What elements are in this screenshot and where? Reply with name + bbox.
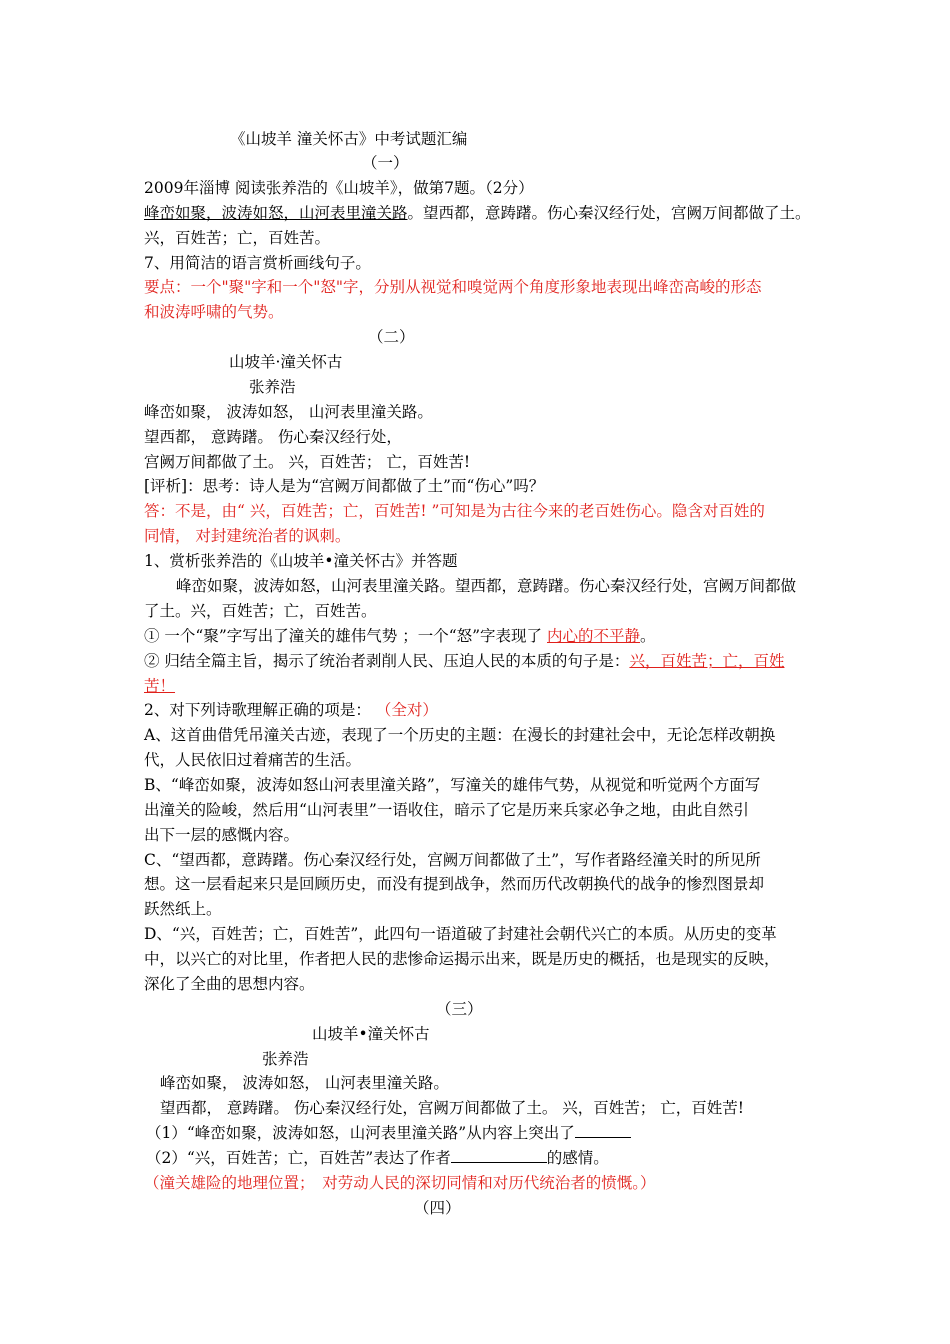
answer-blank bbox=[575, 1123, 631, 1138]
part1-question: 7、用简洁的语言赏析画线句子。 bbox=[144, 254, 371, 272]
part1-answer-line1: 要点：一个"聚"字和一个"怒"字，分别从视觉和嗅觉两个角度形象地表现出峰峦高峻的形态 bbox=[144, 278, 762, 296]
q1-item1-answer: 内心的不平静 bbox=[547, 627, 641, 645]
poem-rest: 。望西都，意踌躇。伤心秦汉经行处，宫阙万间都做了土。 bbox=[407, 204, 811, 222]
q2-option-line: 深化了全曲的思想内容。 bbox=[144, 975, 315, 993]
part2-poem-line3: 宫阙万间都做了土。 兴，百姓苦； 亡，百姓苦! bbox=[144, 453, 471, 471]
part3-poem-line2: 望西都， 意踌躇。 伤心秦汉经行处，宫阙万间都做了土。 兴，百姓苦； 亡，百姓苦! bbox=[160, 1099, 744, 1117]
q1-item2-answer: 兴，百姓苦；亡，百姓 bbox=[629, 652, 785, 670]
part2-poem-line2: 望西都， 意踌躇。 伤心秦汉经行处， bbox=[144, 428, 402, 446]
part3-q2-end: 的感情。 bbox=[546, 1149, 609, 1167]
part1-poem-line1 bbox=[144, 201, 811, 225]
q1-item1 bbox=[144, 624, 656, 648]
q2-option-line: D、“兴，百姓苦；亡，百姓苦”，此四句一语道破了封建社会朝代兴亡的本质。从历史的变革 bbox=[144, 925, 777, 943]
q2-option-line: 跃然纸上。 bbox=[144, 900, 222, 918]
part1-poem-line2: 兴，百姓苦；亡，百姓苦。 bbox=[144, 229, 331, 247]
q2-option-line: A、这首曲借凭吊潼关古迹，表现了一个历史的主题：在漫长的封建社会中，无论怎样改朝换 bbox=[144, 726, 776, 744]
section-heading-3: （三） bbox=[436, 1000, 483, 1018]
part3-q2-text: （2）“兴，百姓苦；亡，百姓苦”表达了作者 bbox=[146, 1149, 451, 1167]
q1-text-line2: 了土。兴，百姓苦；亡，百姓苦。 bbox=[144, 602, 377, 620]
q2-option-line: B、“峰峦如聚，波涛如怒山河表里潼关路”，写潼关的雄伟气势，从视觉和听觉两个方面写 bbox=[144, 776, 761, 794]
part1-intro: 2009年淄博 阅读张养浩的《山坡羊》，做第7题。（2分） bbox=[144, 179, 534, 197]
q2-answer: （全对） bbox=[375, 701, 438, 719]
q2-prompt: 2、对下列诗歌理解正确的项是： bbox=[144, 701, 371, 719]
underlined-sentence: 峰峦如聚，波涛如怒，山河表里潼关路 bbox=[144, 204, 408, 222]
part2-comment-answer-line2: 同情， 对封建统治者的讽刺。 bbox=[144, 527, 351, 545]
section-heading-4: （四） bbox=[414, 1199, 461, 1217]
q2-option-line: 中，以兴亡的对比里，作者把人民的悲惨命运揭示出来，既是历史的概括，也是现实的反映， bbox=[144, 950, 780, 968]
q2-title bbox=[144, 698, 438, 722]
q1-item1-prompt: ① 一个“聚”字写出了潼关的雄伟气势 ；一个“怒”字表现了 bbox=[144, 627, 543, 645]
q1-title: 1、赏析张养浩的《山坡羊•潼关怀古》并答题 bbox=[144, 552, 458, 570]
part1-answer-line2: 和波涛呼啸的气势。 bbox=[144, 303, 284, 321]
section-heading-1: （一） bbox=[362, 154, 409, 172]
q1-item2 bbox=[144, 649, 784, 673]
part2-comment: [评析]：思考：诗人是为“宫阙万间都做了土”而“伤心”吗？ bbox=[144, 477, 545, 495]
q1-item2-prompt: ② 归结全篇主旨，揭示了统治者剥削人民、压迫人民的本质的句子是： bbox=[144, 652, 630, 670]
part2-comment-answer-line1: 答：不是，由“ 兴，百姓苦；亡，百姓苦! ”可知是为古往今来的老百姓伤心。隐含对百姓的 bbox=[144, 502, 765, 520]
part3-poem-title: 山坡羊•潼关怀古 bbox=[312, 1025, 430, 1043]
part2-author: 张养浩 bbox=[249, 378, 296, 396]
q1-text-line1: 峰峦如聚，波涛如怒，山河表里潼关路。望西都，意踌躇。伤心秦汉经行处，宫阙万间都做 bbox=[176, 577, 797, 595]
part3-poem-line1: 峰峦如聚， 波涛如怒， 山河表里潼关路。 bbox=[160, 1074, 449, 1092]
answer-blank bbox=[451, 1148, 547, 1163]
q1-item1-end: 。 bbox=[640, 627, 656, 645]
page-title: 《山坡羊 潼关怀古》中考试题汇编 bbox=[230, 130, 468, 148]
part2-poem-line1: 峰峦如聚， 波涛如怒， 山河表里潼关路。 bbox=[144, 403, 433, 421]
part2-poem-title: 山坡羊·潼关怀古 bbox=[229, 353, 343, 371]
q2-option-line: 出下一层的感慨内容。 bbox=[144, 826, 300, 844]
part3-q2 bbox=[146, 1146, 609, 1170]
part3-q1-text: （1）“峰峦如聚，波涛如怒，山河表里潼关路”从内容上突出了 bbox=[146, 1124, 575, 1142]
q2-option-line: 想。这一层看起来只是回顾历史，而没有提到战争，然而历代改朝换代的战争的惨烈图景却 bbox=[144, 875, 765, 893]
q2-option-line: 出潼关的险峻，然后用“山河表里”一语收住，暗示了它是历来兵家必争之地，由此自然引 bbox=[144, 801, 749, 819]
part3-q1 bbox=[146, 1121, 631, 1145]
part3-author: 张养浩 bbox=[262, 1050, 309, 1068]
q2-option-line: 代，人民依旧过着痛苦的生活。 bbox=[144, 751, 362, 769]
q1-item2-answer-cont: 苦！ bbox=[144, 677, 176, 695]
q2-option-line: C、“望西都，意踌躇。伤心秦汉经行处，宫阙万间都做了土”，写作者路经潼关时的所见所 bbox=[144, 851, 761, 869]
part3-answer: （潼关雄险的地理位置； 对劳动人民的深切同情和对历代统治者的愤慨。） bbox=[144, 1174, 656, 1192]
section-heading-2: （二） bbox=[368, 328, 415, 346]
